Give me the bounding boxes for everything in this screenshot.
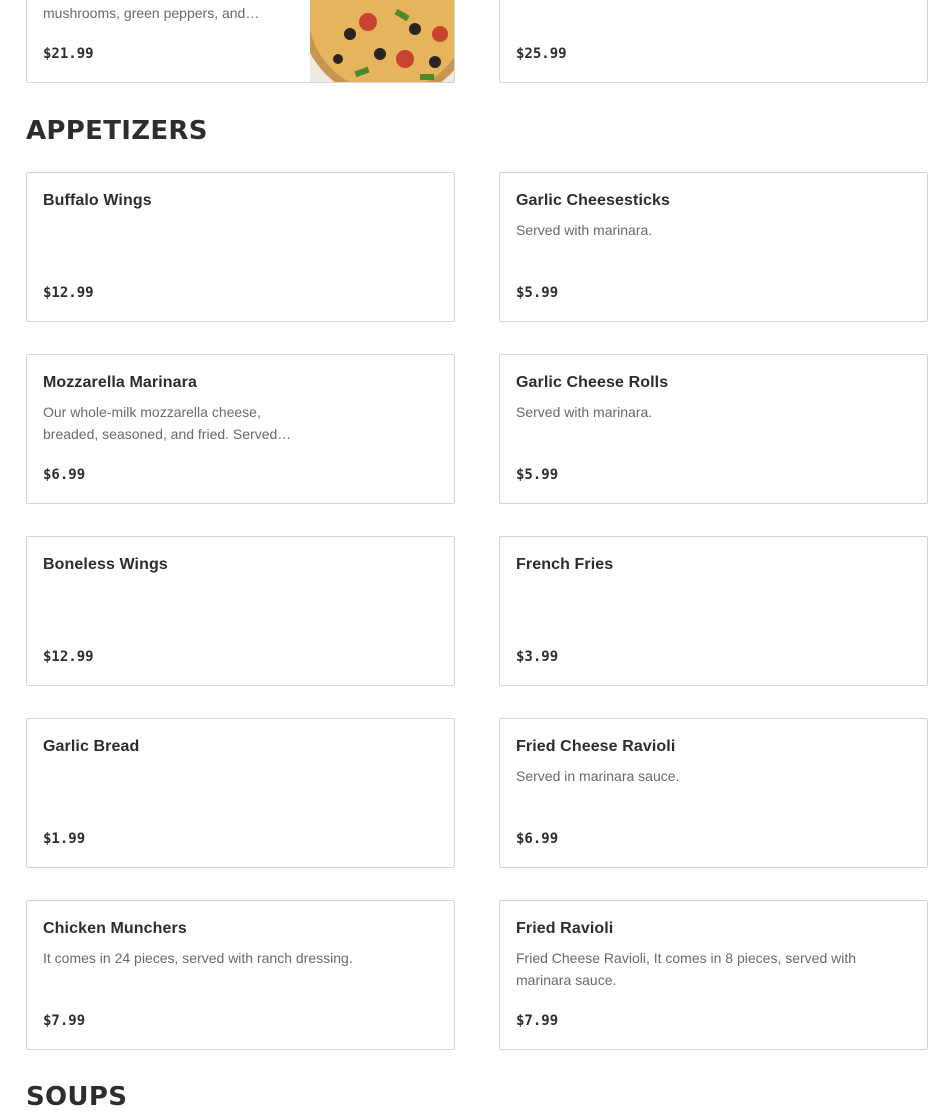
menu-item-card[interactable] <box>499 900 928 1050</box>
menu-item-price: $3.99 <box>516 649 559 665</box>
section-title-appetizers: APPETIZERS <box>26 116 208 146</box>
section-title-soups: SOUPS <box>26 1082 128 1112</box>
pizza-photo <box>310 0 454 83</box>
menu-item-card[interactable] <box>499 172 928 322</box>
menu-item-card[interactable] <box>26 718 455 868</box>
menu-item-name: Fried Ravioli <box>516 920 614 937</box>
menu-item-card[interactable] <box>499 536 928 686</box>
menu-item-card[interactable] <box>26 536 455 686</box>
menu-item-name: Mozzarella Marinara <box>43 374 197 391</box>
menu-item-name: Garlic Cheesesticks <box>516 192 670 209</box>
menu-item-price: $5.99 <box>516 467 559 483</box>
menu-item-name: Boneless Wings <box>43 556 168 573</box>
menu-item-card[interactable] <box>26 354 455 504</box>
menu-item-name: Garlic Bread <box>43 738 140 755</box>
menu-item-card[interactable] <box>499 0 928 83</box>
menu-item-price: $12.99 <box>43 285 94 301</box>
menu-item-price: $6.99 <box>43 467 86 483</box>
menu-item-card[interactable] <box>26 0 455 83</box>
menu-item-name: Buffalo Wings <box>43 192 152 209</box>
menu-item-description: Our whole-milk mozzarella cheese, breaded, seasoned, and fried. Served… <box>43 404 292 442</box>
menu-item-description: mushrooms, green peppers, and… <box>43 5 260 21</box>
menu-item-price: $5.99 <box>516 285 559 301</box>
menu-item-name: Chicken Munchers <box>43 920 187 937</box>
menu-item-card[interactable] <box>26 172 455 322</box>
menu-item-card[interactable] <box>499 718 928 868</box>
menu-item-price: $1.99 <box>43 831 86 847</box>
menu-item-description: Served with marinara. <box>516 404 653 420</box>
menu-item-price: $7.99 <box>43 1013 86 1029</box>
menu-item-card[interactable] <box>26 900 455 1050</box>
menu-item-price: $21.99 <box>43 46 94 62</box>
menu-item-description: Served in marinara sauce. <box>516 768 680 784</box>
menu-item-description: Fried Cheese Ravioli, It comes in 8 pieces, served with marinara sauce. <box>516 950 857 988</box>
menu-item-card[interactable] <box>499 354 928 504</box>
pizza-image <box>310 0 454 82</box>
menu-item-description: Served with marinara. <box>516 222 653 238</box>
menu-item-name: French Fries <box>516 556 614 573</box>
menu-item-description: It comes in 24 pieces, served with ranch dressing. <box>43 950 353 966</box>
menu-item-name: Fried Cheese Ravioli <box>516 738 676 755</box>
menu-item-price: $7.99 <box>516 1013 559 1029</box>
menu-item-price: $12.99 <box>43 649 94 665</box>
menu-item-name: Garlic Cheese Rolls <box>516 374 669 391</box>
menu-item-price: $25.99 <box>516 46 567 62</box>
menu-item-price: $6.99 <box>516 831 559 847</box>
